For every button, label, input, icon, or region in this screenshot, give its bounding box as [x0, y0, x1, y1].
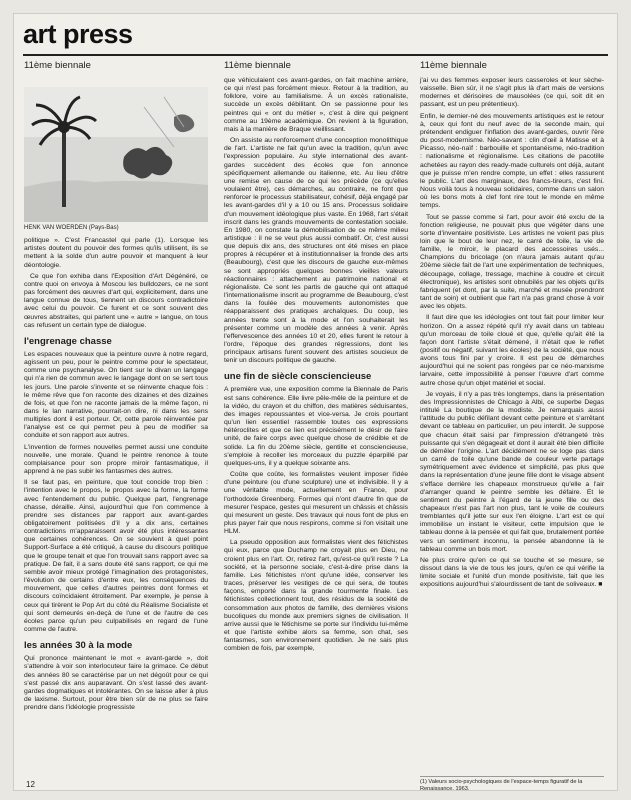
figure-caption: HENK VAN WOERDEN (Pays-Bas): [24, 225, 119, 231]
paragraph: A première vue, une exposition comme la Biennale de Paris est sans cohérence. Elle livre pêle-mêle de la peinture et de la vidéo, du crayon et du chiffon, des matières séduisantes, des images repoussantes et vice-versa. Je crois pourtant qu'un lien essentiel rassemble toutes ces expressions hétéroclites et que ce lien est précisément le désir de faire unité, de faire corps avec quelque chose de crédible et de solide. La fin du 20ème siècle, gentille et consciencieuse, s'emploie à recoller les morceaux du puzzle éparpillé par quelques-uns, il y a quelque soixante ans.: [224, 386, 408, 467]
magazine-page: [13, 13, 618, 791]
paragraph: Il se faut pas, en peinture, que tout concide trop bien : l'intention avec le propos, le propos avec la forme, la forme avec l'entendement du public. Quelque part, l'engrenage chasse, déraille. Ainsi, aujourd'hui que l'on commence à prendre ses distances par rapport aux avant-gardes obligatoirement politisées d'il y a dix ans, certaines contradictions m'apparaissent avoir été plus intéressantes que certaines cohérences. On se souvient à quel point Support-Surface a été critiqué, à cause du discours politique que le groupe tenait et que l'on trouvait sans rapport avec sa pratique. De fait, il a sans doute été sans rapport, ce qui me semble avoir mieux protégé l'imagination des protagonistes, l'évolution de certains d'entre eux, les conséquences du mouvement, que celles d'autres peintres dont formes et discours coïncidaient étroitement. Par exemple, je pense à ceux qui tirèrent le Pop Art du côté du Réalisme Socialiste et qui sont demeurés en-deçà de l'une et de l'autre de ces écoles parce qu'un peu culpabilisés en regard de l'une comme de l'autre.: [24, 479, 208, 634]
paragraph: On assiste au renforcement d'une conception monolithique de l'art. L'artiste ne fait qu'un avec la tradition, qu'un avec l'expression populaire. Au style international des avant-gardes succèdent des écoles que l'on annonce spécifiquement allemande ou italienne, etc. Au lieu d'être une remise en cause de ce qui les précède (ce qu'elles voulaient être), ces démarches, au contraire, ne font que renforcer le processus stabilisateur, cohésif, déjà engagé par les avant-gardes d'il y a 10 ou 15 ans. Processus solidaire d'un mouvement idéologique plus vaste. En 1968, l'art s'était inscrit dans les grands mouvements de contestation sociale. En 1980, on constate la démobilisation de ce même milieu artistique : il ne se veut plus aussi combatif. Or, c'est aussi que depuis dix ans, des structures ont été mises en place propres à récupérer et à institutionnaliser la fronde des arts (Beaubourg), c'est que les discours de gauche eux-mêmes se sont appropriés quelques bonnes vieilles valeurs réactionnaires : attachement au patrimoine national et régionaliste. Ce sont les partis de gauche qui ont attaqué l'internationalisme inscrit au programme de Beaubourg, c'est dans la foulée des mouvements autonomistes que réapparaissent des pratiques archaïques. Du coup, les années trente sont à la mode et l'on souhaiterait les présenter comme un modèle des années à venir. Après l'effervescence des années 10 et 20, elles furent le retour à l'ordre, l'époque des grandes régressions, dont les principaux artisans furent souvent des artistes soucieux de tenir un discours politique de gauche.: [224, 137, 408, 365]
section-label: 11ème biennale: [24, 60, 91, 71]
magazine-title: art press: [23, 19, 133, 49]
paragraph: Les espaces nouveaux que la peinture ouvre à notre regard, agissent un peu, pour le peintre comme pour le spectateur, comme une psychanalyse. On tient sur le divan un langage qui n'a rien de commun avec le langage dont on se sert tous les jours. Une parole s'invente et se réinvente chaque fois : le même rêve que l'on raconte des dizaines et des dizaines de fois, et que l'on ne raconte jamais de la même façon, ni dans le lan narrative, pourrait-on dire, ni dans les sens multiples dont il est porteur. Or, cette parole réinventée par l'analyse est ce qui permet peu à peu de modifier sa conduite et son rapport aux autres.: [24, 350, 208, 440]
subheading: les années 30 à la mode: [24, 640, 133, 652]
paragraph: Ne plus croire qu'en ce qui se touche et se mesure, se dissout dans la vie de tous les jours, qu'en ce qui vérifie la limite sociale et l'unité d'un monde positiviste, fait que les expositions aujourd'hui s'alourdissent de tant de soliveaux. ■: [420, 556, 604, 589]
paragraph: Enfin, le dernier-né des mouvements artistiques est le retour à, ceux qui font du neuf avec de la seconde main, qui prétendent endiguer l'inflation des avant-gardes, ouvrir l'ère du post-modernisme. Néo-savant : clin d'œil à Matisse et à Picasso, néo-naïf : barbouille et spontanéisme, néo-tradition : nationalisme et régionalisme. Les citations de pacotille achetées au rayon des ready-made culturels ont déjà, autant que je puisse m'en rendre compte, un effet : elles rassurent le public. L'art des marginaux, des francs-tireurs, c'est fini. Nous voilà tous à nouveau solidaires, comme dans un salon où les bons mots à clef font rire tout le monde en même temps.: [420, 112, 604, 210]
masthead: [23, 20, 608, 48]
section-label: 11ème biennale: [224, 60, 291, 71]
subheading: l'engrenage chasse: [24, 335, 112, 347]
section-label: 11ème biennale: [420, 60, 487, 71]
footnote: (1) Valeurs socio-psychologiques de l'espace-temps figuratif de la Renaissance, 1963.: [420, 776, 604, 791]
paragraph: L'invention de formes nouvelles permet aussi une conduite nouvelle, une morale. Quand le peintre renonce à toute complaisance pour son propre miroir fantasmatique, il apprend à ne pas subir les fantasmes des autres.: [24, 443, 208, 476]
paragraph: Je voyais, il n'y a pas très longtemps, dans la présentation des Impressionnistes de Chicago à Albi, ce superbe Degas intitulé La boutique de la modiste. Je remarquais aussi l'attitude du public défilant devant cette peinture et s'arrêtant devant ce tableau en particulier, un peu interdit. Je suppose que chacun était saisi par l'impression d'étrangeté très puissante qui s'en dégageait et dont il aurait été bien difficile de démêler l'origine. L'art décidément ne se loge pas dans un carré de toile qu'une bande de couleur verte partage symétriquement avec évidence et simplicité, pas plus que dans la représentation d'une jeune fille dont le visage absent s'efface derrière les chapeaux monstrueux qu'elle a l'air d'arranger quand le peintre semble les défaire. Et le sentiment du peintre à l'égard de la jeune fille ou des chapeaux n'est pas l'art non plus, tant le voile de couleurs tremblantes qu'il jette sur eux l'en éloigne. L'art est ce qui immobilise un instant le visiteur, cette impulsion que le tableau donne à la pensée et qui fait que, brutalement portée vers un sentiment inconnu, la pensée abandonne là le tableau comme un bois mort.: [420, 390, 604, 553]
column-1: [24, 60, 208, 715]
paragraph: Coûte que coûte, les formalistes veulent imposer l'idée d'une peinture (ou d'une sculpture) une et indivisible. Il y a une véritable mode, actuellement en France, pour l'orthodoxie Greenberg. Formes qui n'ont d'autre fin que de mesurer l'espace, gestes qui mesurent un châssis et châssis qui mesurent un geste. Des travaux qui nous font de plus en plus payer l'air que nous respirons, comme si l'on visitait une HLM.: [224, 471, 408, 536]
subheading: une fin de siècle consciencieuse: [224, 371, 372, 383]
artwork-illustration: [24, 87, 208, 222]
paragraph: Il faut dire que les idéologies ont tout fait pour limiter leur horizon. On a assez répété qu'il n'y avait dans un tableau qu'un morceau de toile cloué et que, qu'elle qu'ait été la façon dont l'artiste s'était démené, il n'était que le reflet (positif ou négatif, suivant les écoles) de la société, que nous avons tous fini par y croire. Il est peu de démarches aujourd'hui qui ne soient pas rongées par ce néo-marxisme larvaire, cette impossibilité à penser l'œuvre d'art comme autre chose qu'un objet matériel et social.: [420, 314, 604, 387]
paragraph: Ce que l'on exhiba dans l'Exposition d'Art Dégénéré, ce contre quoi on envoya à Moscou les bulldozers, ce ne sont pas forcément des œuvres d'art qui, explicitement, dans une langue connue de tous, tiennent un discours contradictoire avec celui du pouvoir. Ce furent et ce sont souvent des œuvres abstraites, qui parlent une « autre » langue, on tous cas refusent un certain type de dialogue.: [24, 272, 208, 329]
page-number: 12: [26, 780, 35, 789]
paragraph: La pseudo opposition aux formalistes vient des fétichistes qui eux, parce que Duchamp ne croyait plus en Dieu, ne croient plus en l'art. Or, retirez l'art, qu'est-ce qu'il reste ? La société, et la personne sociale, c'est-à-dire prise dans la famille. Les fétichistes n'ont qu'une idée, conserver les traces, préserver les vestiges de ce qui sera, de toutes façons, emporté dans la grande tourmente finale. Les fétichistes collectionnent tout, des résidus de la société de consommation aux photos de famille, des dernières visions bucoliques du monde aux premiers signes de civilisation. Il arrive aussi que le fétichisme se porte sur l'individu lui-même et que l'artiste exhibe alors sa femme, son chat, ses fantasmes, son environnement quotidien. Je ne sais plus combien de fois, par exemple,: [224, 539, 408, 653]
paragraph: Tout se passe comme si l'art, pour avoir été exclu de la fonction religieuse, ne pouvait plus que végéter dans une sorte d'inventaire positiviste. Les artistes ne voient pas plus loin que le bout de leur nez, le carré de toile, la vie de famille, le miroir, le placard des accessoires usés... Champions du bricolage (on n'aura jamais autant qu'au 20ème siècle fait de l'art une expérimentation de techniques, découpage, collage, tressage, machine à coudre et circuit électronique), les artistes sont obnubilés par les objets qu'ils fabriquent (et dont, par la suite, marché et musée prendront tant de soin) et oublient que l'art n'a pas grand chose à voir avec les objets.: [420, 213, 604, 311]
header-rule: [23, 54, 608, 56]
paragraph: que véhiculaient ces avant-gardes, on fait machine arrière, ce qui n'est pas forcément mieux. Retour à la tradition, au folklore, voire au familialisme. À un excès rationaliste, succède un excès débilitant. On se passionne pour les peintres qui « ont du métier », c'est à dire qui peignent comme au 19ème académique. On revient à la figuration, mais à la manière de Braque vieillissant.: [224, 77, 408, 133]
column-2: [224, 60, 408, 656]
paragraph: j'ai vu des femmes exposer leurs casseroles et leur sèche-vaisselle. Bien sûr, il ne s'agit plus là d'art mais de versions modernes et dérisoires de mausolées (ce qui, soit dit en passant, est un peu prétentieux).: [420, 77, 604, 109]
paragraph: Qui prononce maintenant le mot « avant-garde », doit s'attendre à voir son interlocuteur faire la grimace. Ce début des années 80 se caractérise par un net dégoût pour ce qui s'est passé dix ans auparavant. On s'est lassé des avant-gardes dogmatiques et intolérantes. On se laisse aller à plus de laxisme. Surtout, pour être bien sûr de ne plus se faire prendre dans l'idéologie progressiste: [24, 655, 208, 712]
palm-tree-drawing-icon: [24, 87, 208, 222]
column-3: [420, 60, 604, 593]
paragraph: politique ». C'est Francastel qui parle (1). Lorsque les artistes doutent du pouvoir des formes qu'ils utilisent, ils se mettent à la solde d'un autre pouvoir et manquent à leur déontologie.: [24, 237, 208, 269]
